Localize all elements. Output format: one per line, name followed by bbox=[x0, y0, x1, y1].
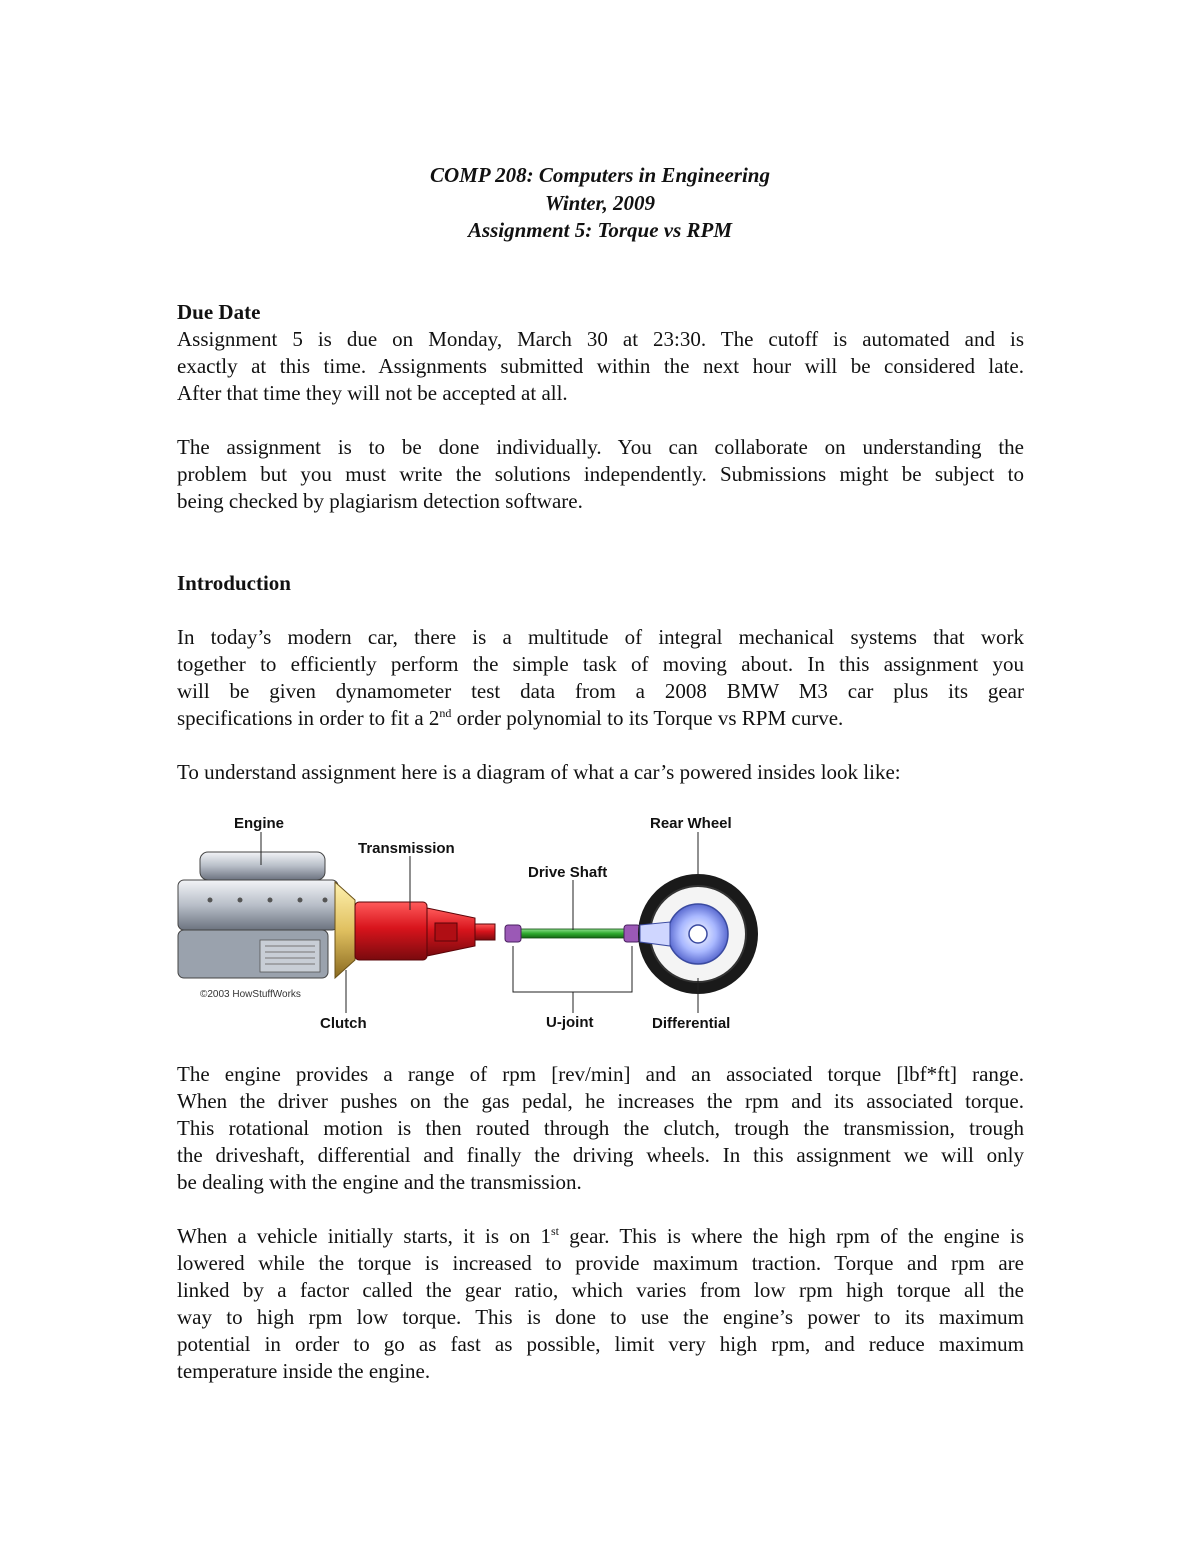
text-line: way to high rpm low torque. This is done to use the engine’s power to its maximum bbox=[177, 1305, 1024, 1329]
engine-paragraph bbox=[177, 1061, 1024, 1196]
rear-wheel-shape bbox=[638, 874, 758, 994]
text-line bbox=[177, 1223, 1024, 1250]
drive-shaft-shape bbox=[505, 929, 635, 938]
diagram-intro-line bbox=[177, 759, 1024, 786]
drive-shaft-label: Drive Shaft bbox=[528, 864, 608, 881]
rear-ujoint-shape bbox=[624, 925, 640, 942]
text-line: To understand assignment here is a diagram of what a car’s powered insides look like: bbox=[177, 760, 901, 784]
ujoint-label: U-joint bbox=[546, 1014, 594, 1031]
due-date-paragraph bbox=[177, 326, 1024, 407]
engine-shape bbox=[178, 852, 338, 978]
term: Winter, 2009 bbox=[544, 190, 656, 215]
text-line: This rotational motion is then routed through the clutch, trough the transmission, trough bbox=[177, 1116, 1024, 1140]
gear-paragraph bbox=[177, 1223, 1024, 1385]
text-line: the driveshaft, differential and finally the driving wheels. In this assignment we will only bbox=[177, 1143, 1024, 1167]
differential-label: Differential bbox=[652, 1015, 731, 1032]
text-line: The engine provides a range of rpm [rev/min] and an associated torque [lbf*ft] range. bbox=[177, 1062, 1024, 1086]
text-line: The assignment is to be done individually. You can collaborate on understanding the bbox=[177, 435, 1024, 459]
text-line: problem but you must write the solutions independently. Submissions might be subject to bbox=[177, 462, 1024, 486]
text-line: together to efficiently perform the simple task of moving about. In this assignment you bbox=[177, 652, 1024, 676]
text-line bbox=[177, 705, 1024, 732]
front-ujoint-shape bbox=[505, 925, 521, 942]
drivetrain-diagram bbox=[170, 810, 770, 1040]
clutch-shape bbox=[335, 882, 355, 978]
copyright-notice: ©2003 HowStuffWorks bbox=[200, 989, 301, 1000]
text-fragment: When a vehicle initially starts, it is on 1 bbox=[177, 1224, 552, 1248]
engine-label: Engine bbox=[234, 815, 285, 832]
text-line: Assignment 5 is due on Monday, March 30 at 23:30. The cutoff is automated and is bbox=[177, 327, 1024, 351]
course-title: COMP 208: Computers in Engineering bbox=[430, 163, 770, 187]
superscript: st bbox=[551, 1224, 560, 1238]
text-line: temperature inside the engine. bbox=[177, 1359, 431, 1383]
introduction-heading: Introduction bbox=[177, 571, 291, 595]
transmission-shape bbox=[355, 902, 495, 960]
text-line: When the driver pushes on the gas pedal, he increases the rpm and its associated torque. bbox=[177, 1089, 1024, 1113]
text-fragment: specifications in order to fit a 2 bbox=[177, 706, 440, 730]
drivetrain-svg bbox=[170, 810, 770, 1040]
text-line: be dealing with the engine and the transmission. bbox=[177, 1170, 582, 1194]
intro-paragraph bbox=[177, 624, 1024, 732]
text-line: In today’s modern car, there is a multitude of integral mechanical systems that work bbox=[177, 625, 1024, 649]
document-header bbox=[0, 162, 1200, 245]
due-date-heading: Due Date bbox=[177, 300, 261, 324]
transmission-label: Transmission bbox=[358, 840, 455, 857]
text-line: exactly at this time. Assignments submitted within the next hour will be considered late. bbox=[177, 354, 1024, 378]
clutch-label: Clutch bbox=[320, 1015, 367, 1032]
text-line: After that time they will not be accepted at all. bbox=[177, 381, 568, 405]
individual-work-paragraph bbox=[177, 434, 1024, 515]
text-fragment: order polynomial to its Torque vs RPM curve. bbox=[451, 706, 844, 730]
superscript: nd bbox=[439, 706, 452, 720]
text-line: lowered while the torque is increased to provide maximum traction. Torque and rpm are bbox=[177, 1251, 1024, 1275]
text-line: potential in order to go as fast as possible, limit very high rpm, and reduce maximum bbox=[177, 1332, 1024, 1356]
text-fragment: gear. This is where the high rpm of the engine is bbox=[559, 1224, 1024, 1248]
rear-wheel-label: Rear Wheel bbox=[650, 815, 732, 832]
assignment-title: Assignment 5: Torque vs RPM bbox=[467, 218, 733, 242]
text-line: linked by a factor called the gear ratio, which varies from low rpm high torque all the bbox=[177, 1278, 1024, 1302]
text-line: being checked by plagiarism detection software. bbox=[177, 489, 583, 513]
text-line: will be given dynamometer test data from a 2008 BMW M3 car plus its gear bbox=[177, 679, 1024, 703]
